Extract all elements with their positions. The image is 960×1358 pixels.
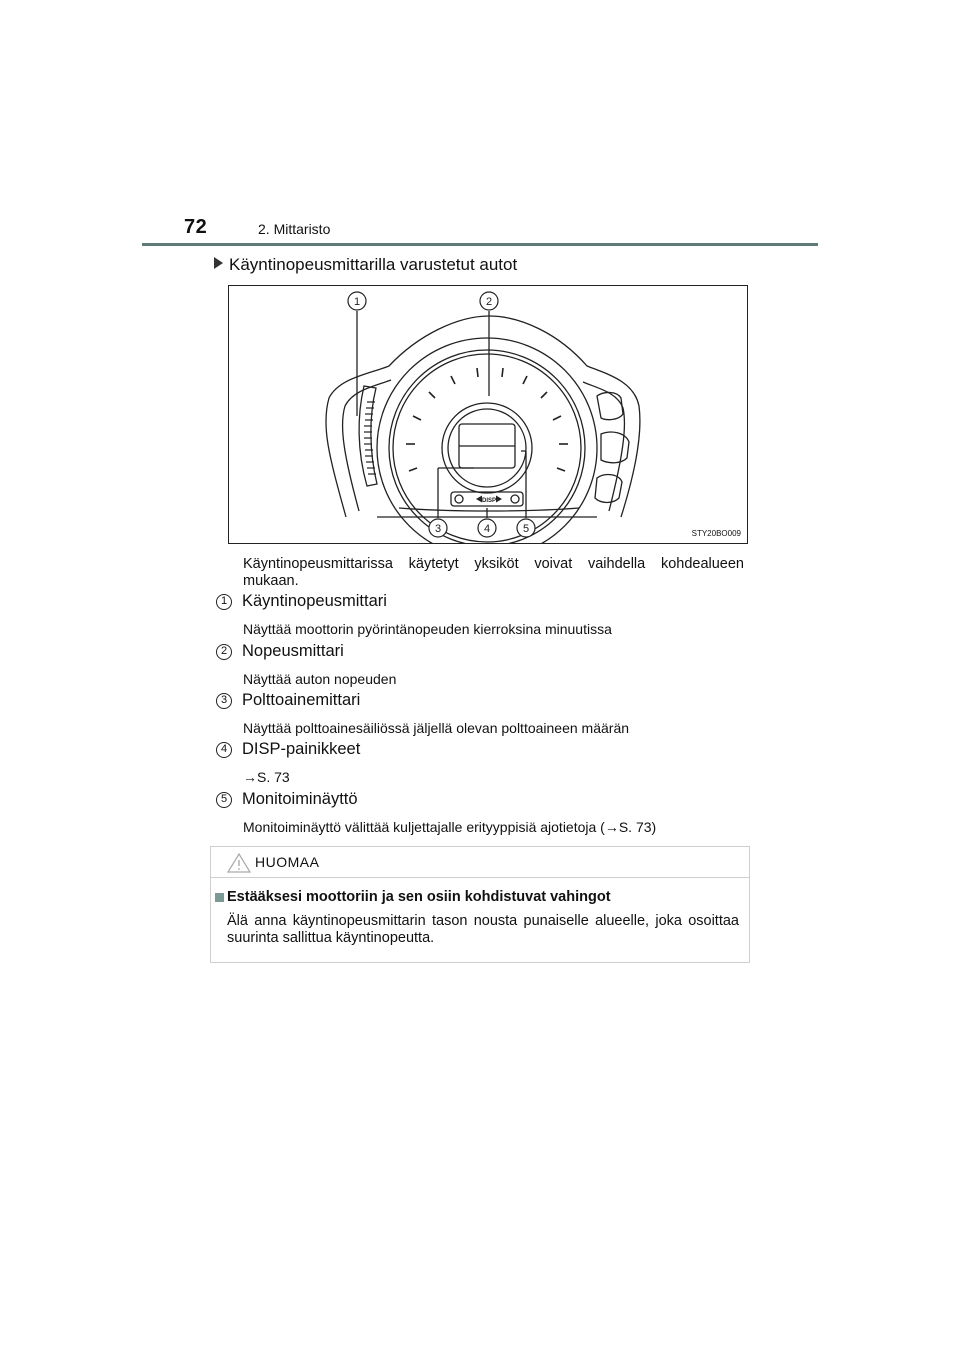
item-description: Näyttää auton nopeuden bbox=[243, 671, 397, 687]
item-number-badge: 5 bbox=[216, 792, 232, 808]
disp-button-label: DISP bbox=[481, 498, 497, 504]
notice-divider bbox=[211, 877, 749, 878]
intro-text: Käyntinopeusmittarissa käytetyt yksiköt voivat vaihdella kohdealueen mukaan. bbox=[243, 556, 744, 589]
callout-4: 4 bbox=[483, 523, 491, 535]
section-heading bbox=[214, 255, 517, 275]
item-description: Monitoiminäyttö välittää kuljettajalle erityyppisiä ajotietoja (→S. 73) bbox=[243, 819, 657, 835]
item-description: Näyttää polttoainesäiliössä jäljellä olevan polttoaineen määrän bbox=[243, 720, 630, 736]
figure-code: STY20BO009 bbox=[691, 529, 741, 538]
callout-3: 3 bbox=[434, 523, 442, 535]
callout-1: 1 bbox=[353, 296, 361, 308]
header-rule bbox=[142, 243, 818, 246]
item-title: Nopeusmittari bbox=[242, 642, 344, 660]
notice-title: Estääksesi moottoriin ja sen osiin kohdistuvat vahingot bbox=[227, 889, 611, 905]
item-number-badge: 1 bbox=[216, 594, 232, 610]
item-description: →S. 73 bbox=[243, 769, 290, 785]
item-title: DISP-painikkeet bbox=[242, 740, 361, 758]
callout-2: 2 bbox=[485, 296, 493, 308]
item-number-badge: 3 bbox=[216, 693, 232, 709]
chapter-title: 2. Mittaristo bbox=[258, 221, 331, 237]
item-title: Käyntinopeusmittari bbox=[242, 592, 387, 610]
triangle-bullet-icon bbox=[214, 257, 223, 269]
notice-text: Älä anna käyntinopeusmittarin tason nousta punaiselle alueelle, joka osoittaa suurinta sallittua käyntinopeutta. bbox=[227, 913, 739, 946]
notice-box bbox=[210, 846, 750, 963]
notice-label: HUOMAA bbox=[255, 854, 320, 870]
item-number-badge: 4 bbox=[216, 742, 232, 758]
item-title: Polttoainemittari bbox=[242, 691, 361, 709]
item-number-badge: 2 bbox=[216, 644, 232, 660]
page-number: 72 bbox=[184, 216, 208, 238]
square-bullet-icon bbox=[215, 893, 224, 902]
callout-5: 5 bbox=[522, 523, 530, 535]
instrument-cluster-figure bbox=[228, 285, 748, 544]
item-title: Monitoiminäyttö bbox=[242, 790, 358, 808]
instrument-cluster-illustration bbox=[229, 286, 747, 543]
warning-triangle-icon bbox=[227, 853, 251, 873]
item-description: Näyttää moottorin pyörintänopeuden kierroksina minuutissa bbox=[243, 621, 612, 637]
section-heading-text: Käyntinopeusmittarilla varustetut autot bbox=[229, 255, 518, 274]
